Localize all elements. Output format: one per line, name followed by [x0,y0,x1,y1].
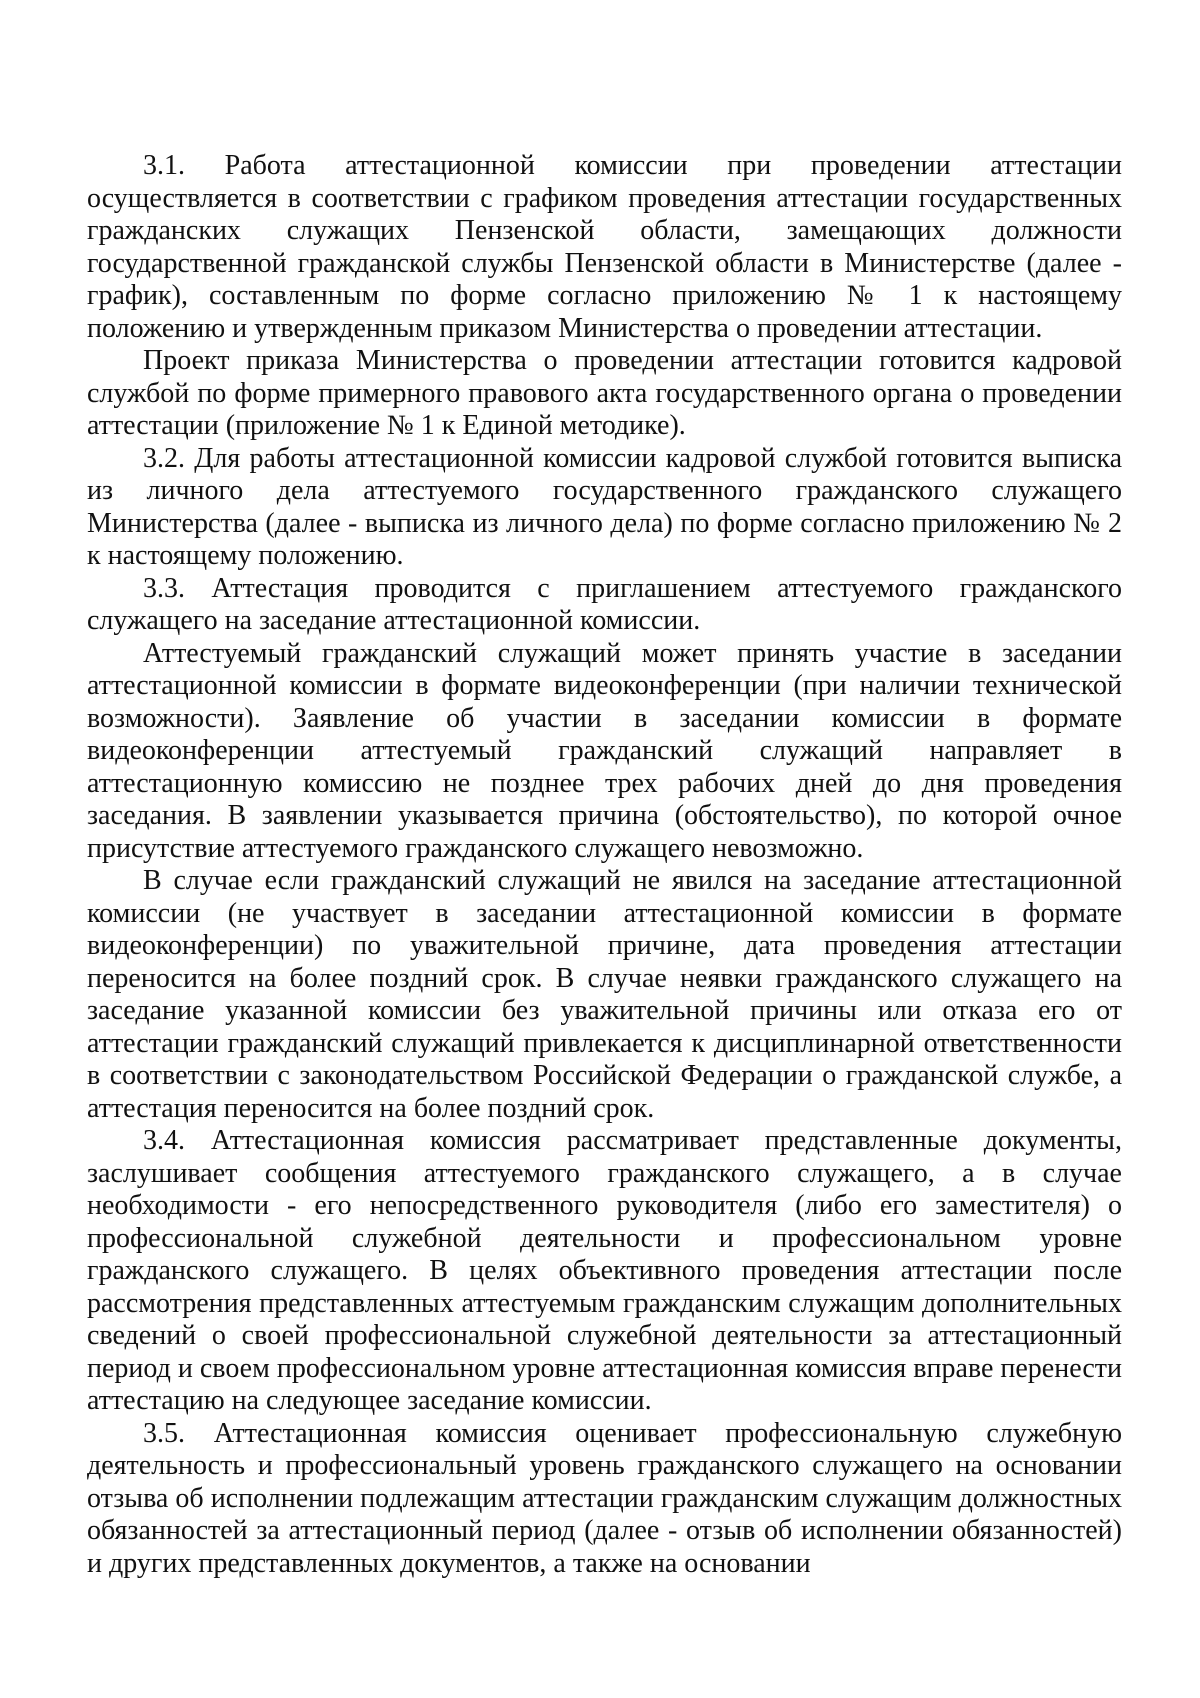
paragraph-order-draft: Проект приказа Министерства о проведении аттестации готовится кадровой службой по форме примерного правового акта государственного органа о проведении аттестации (приложение № 1 к Единой методике). [87,345,1122,441]
paragraph-absence: В случае если гражданский служащий не явился на заседание аттестационной комиссии (не участвует в заседании аттестационной комиссии в формате видеоконференции) по уважительной причине, дата проведения аттестации переносится на более поздний срок. В случае неявки гражданского служащего на заседание указанной комиссии без уважительной причины или отказа его от аттестации гражданский служащий привлекается к дисциплинарной ответственности в соответствии с законодательством Российской Федерации о гражданской службе, а аттестация переносится на более поздний срок. [87,865,1122,1124]
paragraph-3-4: 3.4. Аттестационная комиссия рассматривает представленные документы, заслушивает сообщения аттестуемого гражданского служащего, а в случае необходимости - его непосредственного руководителя (либо его заместителя) о профессиональной служебной деятельности и профессиональном уровне гражданского служащего. В целях объективного проведения аттестации после рассмотрения представленных аттестуемым гражданским служащим дополнительных сведений о своей профессиональной служебной деятельности за аттестационный период и своем профессиональном уровне аттестационная комиссия вправе перенести аттестацию на следующее заседание комиссии. [87,1125,1122,1416]
paragraph-3-5: 3.5. Аттестационная комиссия оценивает профессиональную служебную деятельность и профессиональный уровень гражданского служащего на основании отзыва об исполнении подлежащим аттестации гражданским служащим должностных обязанностей за аттестационный период (далее - отзыв об исполнении обязанностей) и других представленных документов, а также на основании [87,1417,1122,1579]
paragraph-3-3: 3.3. Аттестация проводится с приглашением аттестуемого гражданского служащего на заседание аттестационной комиссии. [87,572,1122,636]
paragraph-videoconference: Аттестуемый гражданский служащий может принять участие в заседании аттестационной комиссии в формате видеоконференции (при наличии технической возможности). Заявление об участии в заседании комиссии в формате видеоконференции аттестуемый гражданский служащий направляет в аттестационную комиссию не позднее трех рабочих дней до дня проведения заседания. В заявлении указывается причина (обстоятельство), по которой очное присутствие аттестуемого гражданского служащего невозможно. [87,637,1122,864]
document-page [87,150,1122,1580]
paragraph-3-1: 3.1. Работа аттестационной комиссии при проведении аттестации осуществляется в соответствии с графиком проведения аттестации государственных гражданских служащих Пензенской области, замещающих должности государственной гражданской службы Пензенской области в Министерстве (далее - график), составленным по форме согласно приложению № 1 к настоящему положению и утвержденным приказом Министерства о проведении аттестации. [87,150,1122,344]
paragraph-3-2: 3.2. Для работы аттестационной комиссии кадровой службой готовится выписка из личного дела аттестуемого государственного гражданского служащего Министерства (далее - выписка из личного дела) по форме согласно приложению № 2 к настоящему положению. [87,442,1122,571]
